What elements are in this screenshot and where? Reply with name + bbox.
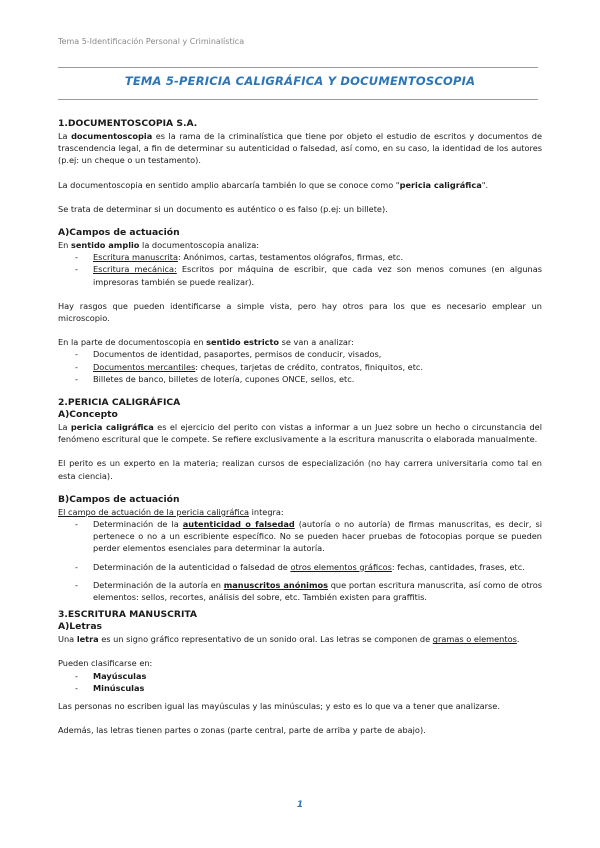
section-3a-heading: A)Letras [58, 621, 102, 633]
list-item: - Minúsculas [75, 682, 145, 693]
paragraph: Pueden clasificarse en: [58, 658, 153, 669]
section-1a-heading: A)Campos de actuación [58, 227, 180, 239]
list [58, 518, 542, 603]
paragraph: El campo de actuación de la pericia caligráfica integra: [58, 506, 284, 517]
paragraph: El perito es un experto en la materia; realizan cursos de especialización (no hay carrera universitaria como tal en esta ciencia). [58, 458, 542, 481]
list-item: - Mayúsculas [75, 670, 147, 681]
list-item: - Determinación de la autenticidad o falsedad de otros elementos gráficos: fechas, cantidades, frases, etc. [75, 561, 525, 572]
list-item: - Escritura mecánica: Escritos por máquina de escribir, que cada vez son menos comunes (en algunas impresoras también se puede realizar). [75, 264, 542, 287]
list-item: - Billetes de banco, billetes de lotería, cupones ONCE, sellos, etc. [75, 373, 355, 384]
section-2-heading: 2.PERICIA CALIGRÁFICA [58, 397, 181, 409]
paragraph: La documentoscopia en sentido amplio abarcaría también lo que se conoce como "pericia caligráfica". [58, 179, 489, 190]
header-rule-bottom [58, 99, 538, 100]
running-header: Tema 5-Identificación Personal y Criminalística [58, 37, 245, 46]
paragraph: Una letra es un signo gráfico representativo de un sonido oral. Las letras se componen de gramas o elementos. [58, 634, 520, 645]
list [58, 251, 542, 288]
section-3-heading: 3.ESCRITURA MANUSCRITA [58, 609, 198, 621]
list-item: - Determinación de la autenticidad o falsedad (autoría o no autoría) de firmas manuscritas, es decir, si pertenece o no a un escribiente específico. No se pueden hacer pruebas de fotocopias porque se pueden perder elementos esenciales para determinar la autoría. [75, 519, 542, 554]
list-item: - Documentos mercantiles: cheques, tarjetas de crédito, contratos, finiquitos, etc. [75, 361, 424, 372]
page-number: 1 [296, 800, 304, 810]
paragraph: La documentoscopia es la rama de la criminalística que tiene por objeto el estudio de escritos y documentos de trascendencia legal, a fin de determinar su autenticidad o falsedad, así como, en su caso, la identidad de los autores (p.ej: un cheque o un testamento). [58, 131, 543, 166]
list-item: - Escritura manuscrita: Anónimos, cartas, testamentos ológrafos, firmas, etc. [75, 252, 404, 263]
list [58, 670, 542, 694]
paragraph: En la parte de documentoscopia en sentido estricto se van a analizar: [58, 337, 354, 348]
paragraph: Se trata de determinar si un documento es auténtico o es falso (p.ej: un billete). [58, 203, 388, 214]
paragraph: Hay rasgos que pueden identificarse a simple vista, pero hay otros para los que es necesario emplear un microscopio. [58, 300, 542, 324]
list [58, 348, 542, 385]
document-title: TEMA 5-PERICIA CALIGRÁFICA Y DOCUMENTOSCOPIA [124, 74, 476, 88]
section-2b-heading: B)Campos de actuación [58, 493, 180, 505]
document-body [58, 118, 542, 737]
section-1-heading: 1.DOCUMENTOSCOPIA S.A. [58, 118, 198, 129]
paragraph: Además, las letras tienen partes o zonas (parte central, parte de arriba y parte de abajo). [58, 725, 426, 736]
section-2a-heading: A)Concepto [58, 409, 118, 421]
paragraph: Las personas no escriben igual las mayúsculas y las minúsculas; y esto es lo que va a tener que analizarse. [58, 701, 500, 712]
paragraph: La pericia caligráfica es el ejercicio del perito con vistas a informar a un Juez sobre un hecho o circunstancia del fenómeno escritural que le compete. Se refiere exclusivamente a la escritura manuscrita o elaborada manualmente. [58, 422, 542, 445]
list-item: - Determinación de la autoría en manuscritos anónimos que portan escritura manuscrita, así como de otros elementos: sellos, recortes, análisis del sobre, etc. También existen para graffitis. [75, 579, 542, 603]
header-rule-top [58, 67, 538, 68]
list-item: - Documentos de identidad, pasaportes, permisos de conducir, visados, [75, 349, 382, 360]
paragraph: En sentido amplio la documentoscopia analiza: [58, 240, 259, 251]
